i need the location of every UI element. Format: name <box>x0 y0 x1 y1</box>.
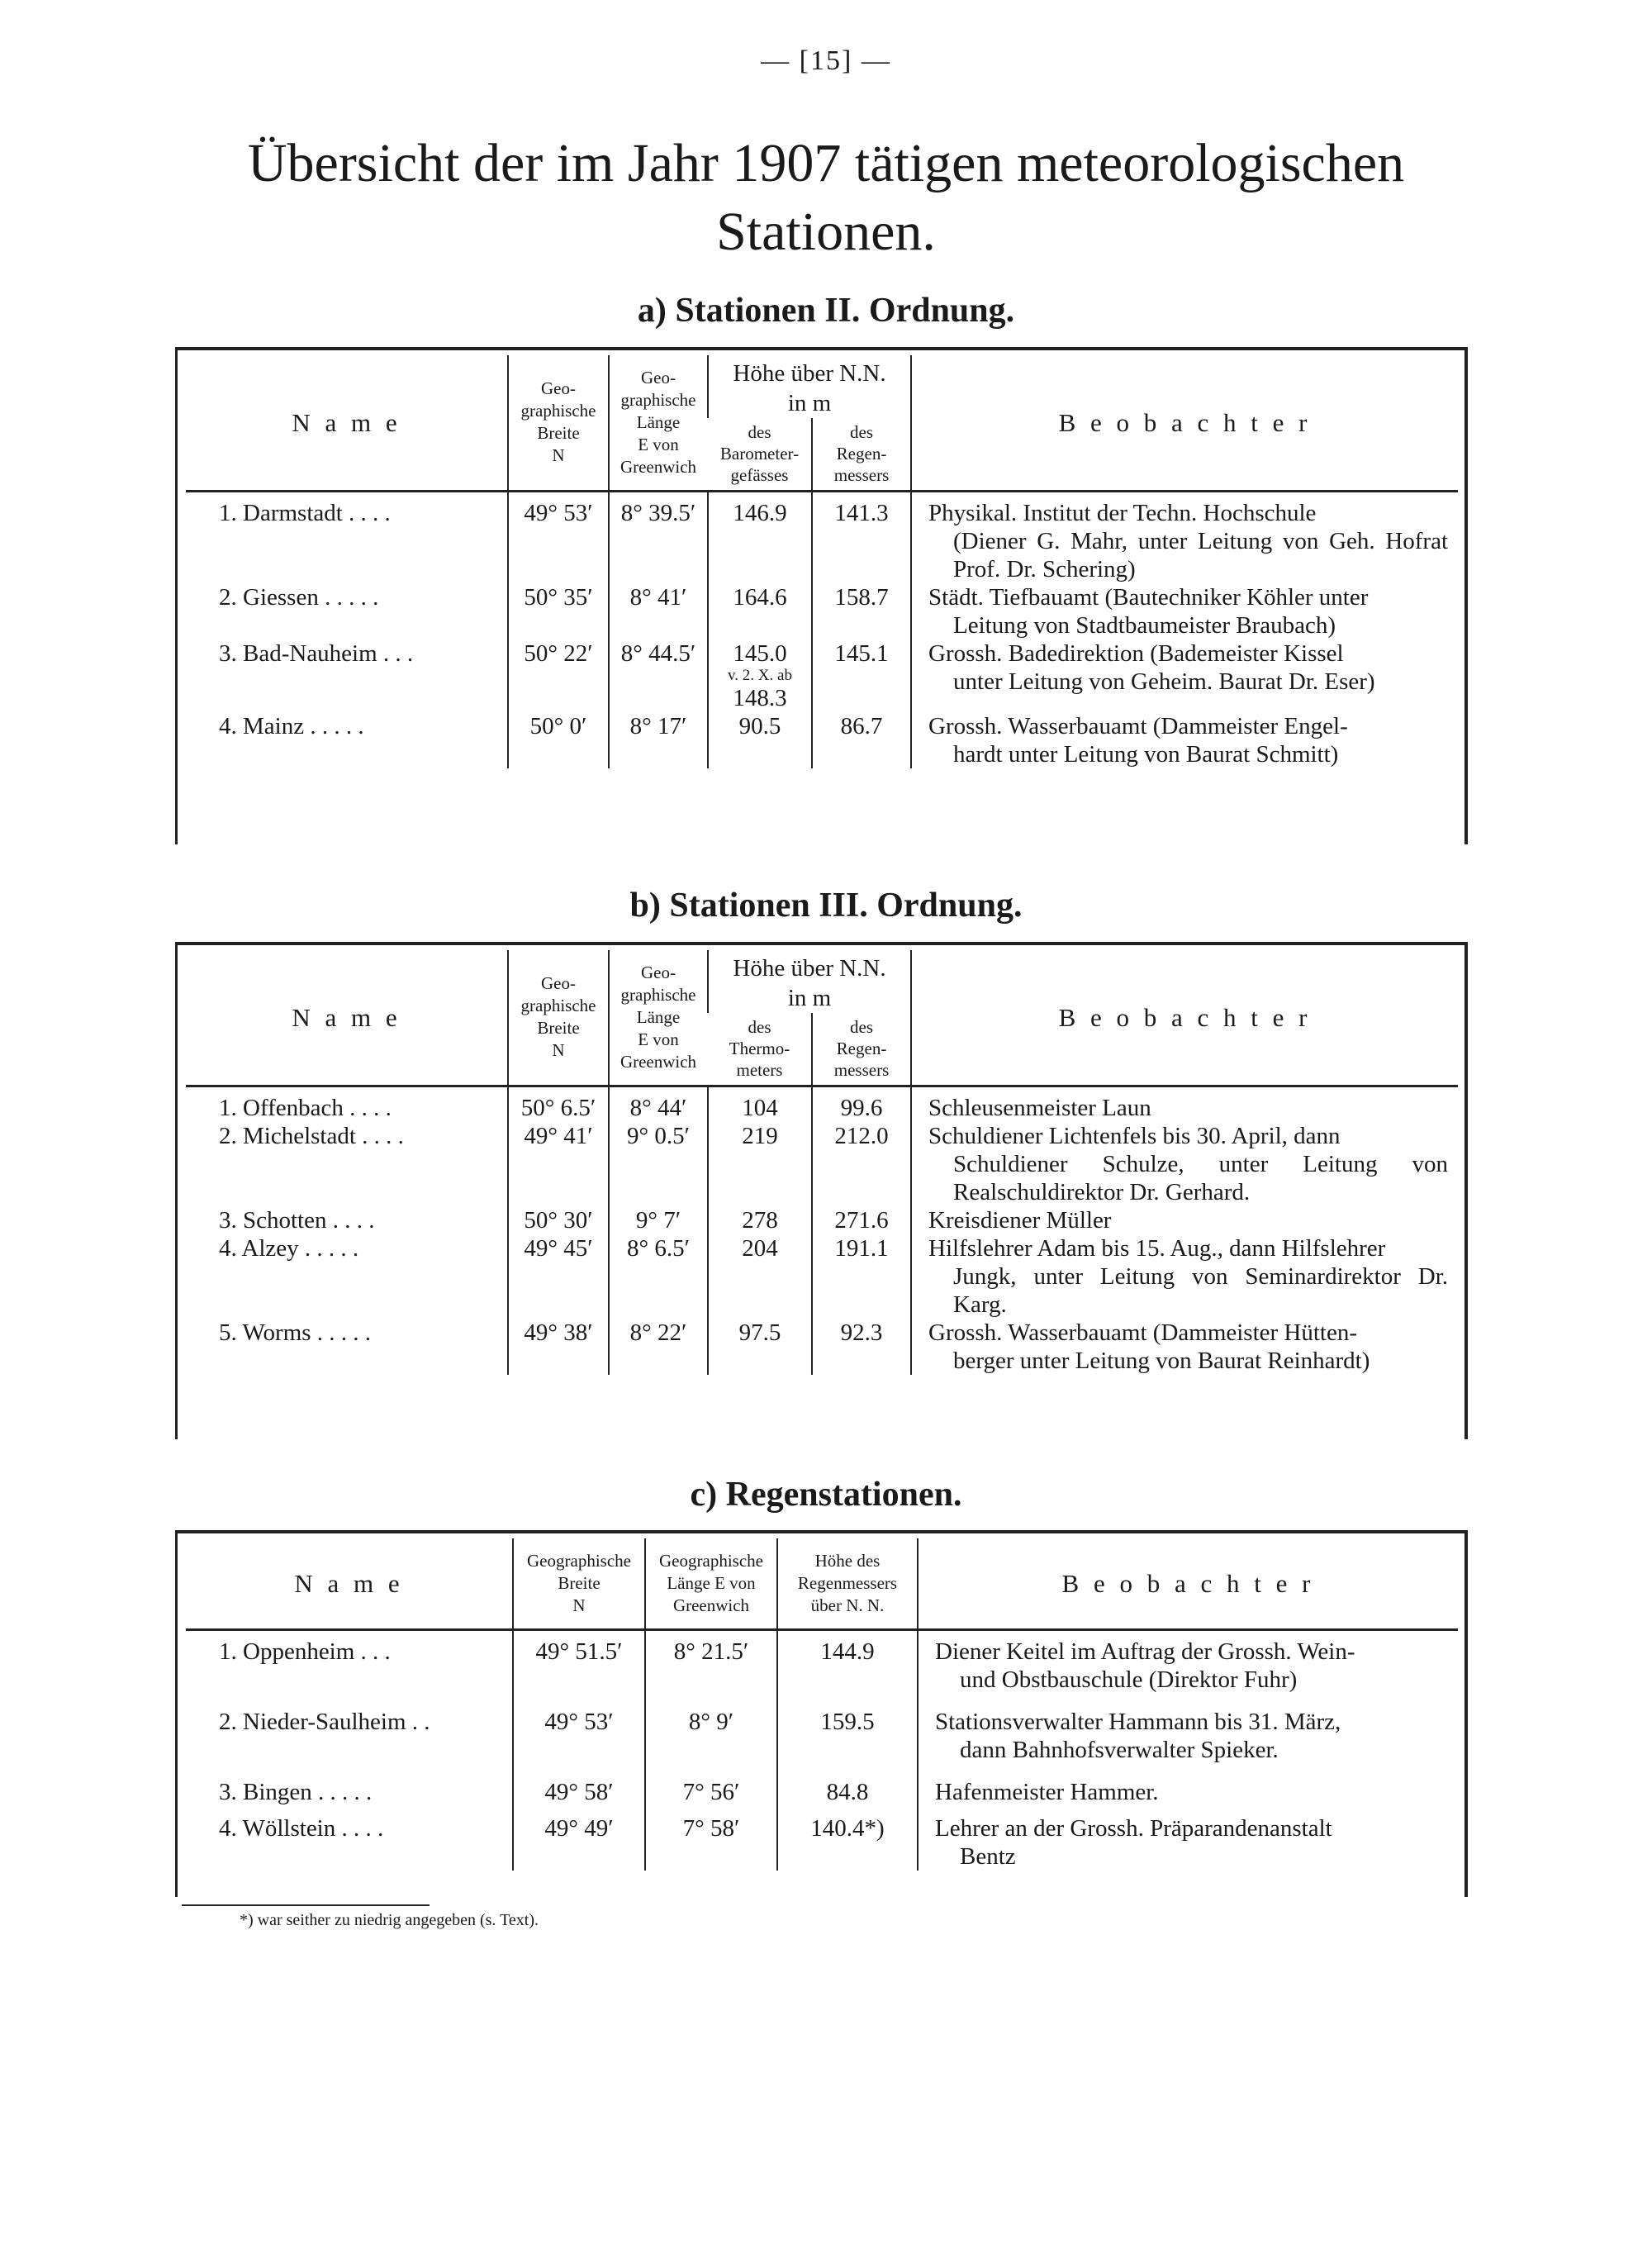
table-row: 2. Michelstadt . . . . 49° 41′ 9° 0.5′ 219 212.0 Schuldiener Lichtenfels bis 30. April, dann Schuldiener Schulze, unter Leitung von Realschuldirektor Dr. Gerhard. <box>186 1122 1458 1206</box>
table-row: 3. Bingen . . . . . 49° 58′ 7° 56′ 84.8 Hafenmeister Hammer. <box>186 1778 1458 1814</box>
header-barometer: des Barometer- gefässes <box>708 418 812 491</box>
table-row: 3. Schotten . . . . 50° 30′ 9° 7′ 278 271.6 Kreisdiener Müller <box>186 1206 1458 1234</box>
page-number: — [15] — <box>761 45 891 76</box>
section-b-heading: b) Stationen III. Ordnung. <box>629 887 1023 925</box>
page-title-line2: Stationen. <box>716 202 936 262</box>
table-regenstationen <box>186 1538 1458 1871</box>
table-row: 1. Darmstadt . . . . 49° 53′ 8° 39.5′ 146.9 141.3 Physikal. Institut der Techn. Hochschule (Diener G. Mahr, unter Leitung von Geh. Hofrat Prof. Dr. Schering) <box>186 499 1458 583</box>
header-name: N a m e <box>186 1538 513 1629</box>
table-row: 4. Mainz . . . . . 50° 0′ 8° 17′ 90.5 86.7 Grossh. Wasserbauamt (Dammeister Engel- hardt unter Leitung von Baurat Schmitt) <box>186 712 1458 768</box>
table-row: 2. Giessen . . . . . 50° 35′ 8° 41′ 164.6 158.7 Städt. Tiefbauamt (Bautechniker Köhler unter Leitung von Stadtbaumeister Braubach) <box>186 583 1458 639</box>
header-beobachter: B e o b a c h t e r <box>918 1538 1458 1629</box>
table-stations-iii <box>186 950 1458 1375</box>
header-beobachter: B e o b a c h t e r <box>911 950 1458 1086</box>
header-thermometer: des Thermo- meters <box>708 1013 812 1086</box>
header-laenge: Geo- graphische Länge E von Greenwich <box>609 950 708 1086</box>
table-row: 2. Nieder-Saulheim . . 49° 53′ 8° 9′ 159.5 Stationsverwalter Hammann bis 31. März, dann Bahnhofsverwalter Spieker. <box>186 1708 1458 1778</box>
table-row: 4. Wöllstein . . . . 49° 49′ 7° 58′ 140.4*) Lehrer an der Grossh. Präparandenanstalt Bentz <box>186 1814 1458 1871</box>
header-beobachter: B e o b a c h t e r <box>911 355 1458 491</box>
header-laenge: Geographische Länge E von Greenwich <box>645 1538 777 1629</box>
header-laenge: Geo- graphische Länge E von Greenwich <box>609 355 708 491</box>
section-a-heading: a) Stationen II. Ordnung. <box>637 292 1015 330</box>
table-row: 1. Offenbach . . . . 50° 6.5′ 8° 44′ 104 99.6 Schleusenmeister Laun <box>186 1094 1458 1122</box>
footnote: *) war seither zu niedrig angegeben (s. Text). <box>240 1911 539 1929</box>
table-stations-ii <box>186 355 1458 768</box>
table-row: 1. Oppenheim . . . 49° 51.5′ 8° 21.5′ 144.9 Diener Keitel im Auftrag der Grossh. Wein- und Obstbauschule (Direktor Fuhr) <box>186 1638 1458 1708</box>
footnote-rule <box>182 1904 430 1906</box>
table-row: 4. Alzey . . . . . 49° 45′ 8° 6.5′ 204 191.1 Hilfslehrer Adam bis 15. Aug., dann Hilfslehrer Jungk, unter Leitung von Seminardirektor Dr. Karg. <box>186 1234 1458 1319</box>
header-hoehe: Höhe über N.N. in m <box>708 355 911 418</box>
header-breite: Geographische Breite N <box>513 1538 645 1629</box>
header-regenmesser: des Regen- messers <box>812 1013 911 1086</box>
header-name: N a m e <box>186 950 508 1086</box>
header-regenmesser: des Regen- messers <box>812 418 911 491</box>
header-hoehe: Höhe über N.N. in m <box>708 950 911 1013</box>
table-row: 5. Worms . . . . . 49° 38′ 8° 22′ 97.5 92.3 Grossh. Wasserbauamt (Dammeister Hütten- berger unter Leitung von Baurat Reinhardt) <box>186 1319 1458 1375</box>
table-row: 3. Bad-Nauheim . . . 50° 22′ 8° 44.5′ 145.0 v. 2. X. ab 148.3 145.1 Grossh. Badedirektion (Bademeister Kissel unter Leitung von Geheim. Baurat Dr. Eser) <box>186 639 1458 712</box>
header-breite: Geo- graphische Breite N <box>508 950 609 1086</box>
page-title-line1: Übersicht der im Jahr 1907 tätigen meteorologischen <box>247 133 1405 193</box>
section-c-heading: c) Regenstationen. <box>690 1476 962 1514</box>
header-breite: Geo- graphische Breite N <box>508 355 609 491</box>
header-hoehe: Höhe des Regenmessers über N. N. <box>777 1538 918 1629</box>
header-name: N a m e <box>186 355 508 491</box>
